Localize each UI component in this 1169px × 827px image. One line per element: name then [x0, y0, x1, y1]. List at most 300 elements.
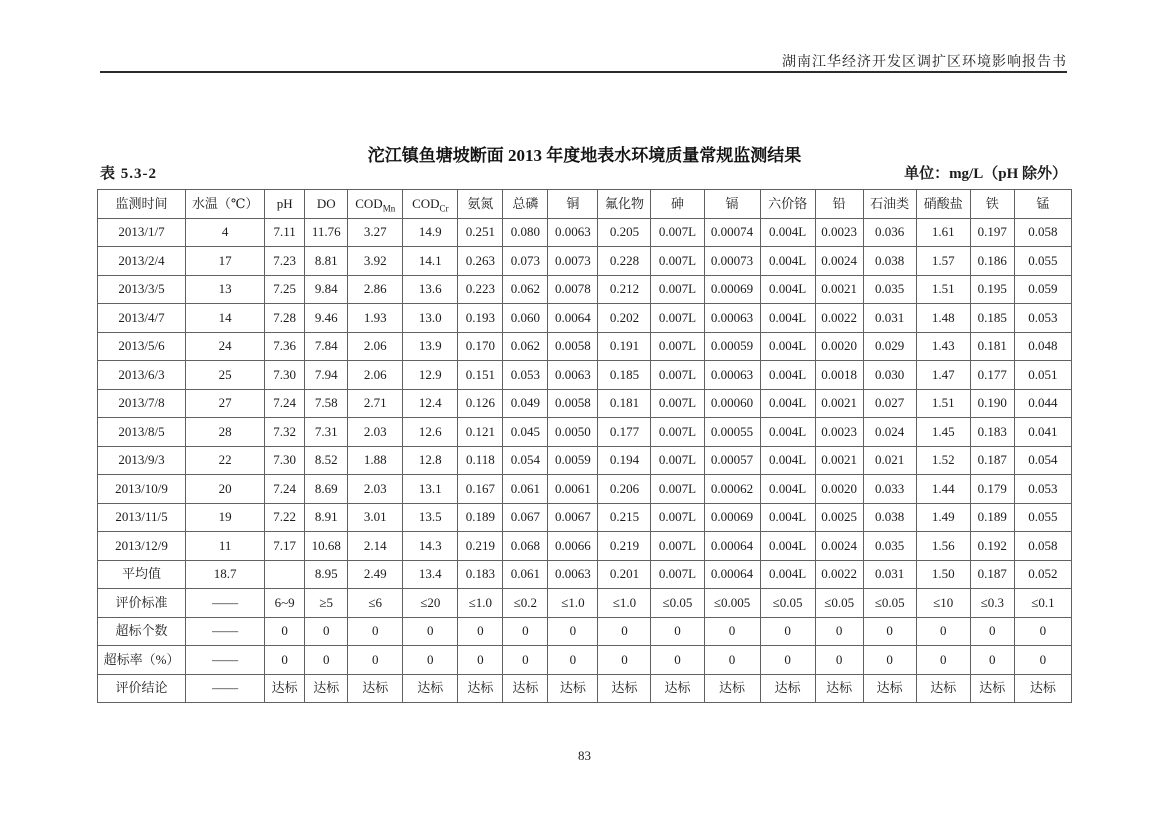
table-cell: 10.68 — [305, 532, 348, 561]
table-cell: 0.170 — [458, 332, 503, 361]
table-cell: 0.191 — [598, 332, 651, 361]
table-cell: 7.28 — [265, 304, 305, 333]
row-label: 2013/7/8 — [98, 389, 186, 418]
table-cell: 0 — [265, 617, 305, 646]
row-label: 2013/2/4 — [98, 247, 186, 276]
table-cell: 0.121 — [458, 418, 503, 447]
table-cell: 0.0066 — [548, 532, 598, 561]
table-cell: 25 — [186, 361, 265, 390]
column-header-17: 锰 — [1014, 190, 1071, 219]
table-row-0 — [98, 218, 1072, 247]
table-cell: 28 — [186, 418, 265, 447]
table-cell: 0.061 — [503, 560, 548, 589]
table-cell: 0.004L — [760, 389, 815, 418]
table-cell: 0.004L — [760, 446, 815, 475]
table-cell: 1.45 — [916, 418, 970, 447]
table-cell: 0.048 — [1014, 332, 1071, 361]
table-cell: 0 — [265, 646, 305, 675]
table-cell: 0.030 — [863, 361, 916, 390]
table-cell: 0 — [348, 617, 403, 646]
table-cell: 0.0061 — [548, 475, 598, 504]
table-cell: 7.84 — [305, 332, 348, 361]
table-cell: —— — [186, 589, 265, 618]
table-cell: 0 — [916, 646, 970, 675]
table-cell: 0.00055 — [704, 418, 760, 447]
table-row-15 — [98, 646, 1072, 675]
table-cell: 0.035 — [863, 275, 916, 304]
table-cell: 0 — [916, 617, 970, 646]
table-row-8 — [98, 446, 1072, 475]
table-cell: 0 — [548, 617, 598, 646]
table-cell: 达标 — [458, 674, 503, 703]
table-cell: 0.007L — [651, 304, 704, 333]
table-cell: 0.059 — [1014, 275, 1071, 304]
table-cell: 0.007L — [651, 275, 704, 304]
row-label: 超标个数 — [98, 617, 186, 646]
table-cell: 0 — [704, 646, 760, 675]
table-cell: 1.61 — [916, 218, 970, 247]
row-label: 2013/1/7 — [98, 218, 186, 247]
table-cell: 7.31 — [305, 418, 348, 447]
table-cell: 0.185 — [598, 361, 651, 390]
table-cell: 0.118 — [458, 446, 503, 475]
table-cell: ≤0.2 — [503, 589, 548, 618]
table-cell: 9.84 — [305, 275, 348, 304]
table-cell: 13.0 — [403, 304, 458, 333]
table-cell: 0.0078 — [548, 275, 598, 304]
table-row-3 — [98, 304, 1072, 333]
table-cell: 0.044 — [1014, 389, 1071, 418]
table-cell: 0.192 — [970, 532, 1014, 561]
table-cell: ≤1.0 — [548, 589, 598, 618]
row-label: 2013/11/5 — [98, 503, 186, 532]
table-cell: 0.0020 — [815, 475, 863, 504]
column-header-12: 六价铬 — [760, 190, 815, 219]
table-cell: 达标 — [305, 674, 348, 703]
table-cell: 0.0058 — [548, 332, 598, 361]
table-cell: 8.91 — [305, 503, 348, 532]
table-cell: 2.06 — [348, 361, 403, 390]
table-row-16 — [98, 674, 1072, 703]
table-cell: 6~9 — [265, 589, 305, 618]
table-cell: 0.007L — [651, 218, 704, 247]
table-cell: 0.038 — [863, 503, 916, 532]
table-cell: 0.00073 — [704, 247, 760, 276]
table-cell: 0 — [403, 646, 458, 675]
table-cell: 0.0023 — [815, 218, 863, 247]
table-cell: 0.251 — [458, 218, 503, 247]
table-cell: 0.151 — [458, 361, 503, 390]
table-cell: 0.0020 — [815, 332, 863, 361]
table-cell: 0.00059 — [704, 332, 760, 361]
table-cell: 0.0063 — [548, 560, 598, 589]
table-cell: 7.25 — [265, 275, 305, 304]
table-cell: 0 — [760, 617, 815, 646]
table-cell: 0.021 — [863, 446, 916, 475]
table-cell: 0.202 — [598, 304, 651, 333]
table-cell: 达标 — [916, 674, 970, 703]
table-cell: 0.167 — [458, 475, 503, 504]
table-cell: 0.0073 — [548, 247, 598, 276]
table-cell: 0.219 — [458, 532, 503, 561]
table-cell: 13 — [186, 275, 265, 304]
table-cell: 0 — [1014, 646, 1071, 675]
table-cell: 3.92 — [348, 247, 403, 276]
table-cell: 0.185 — [970, 304, 1014, 333]
table-cell: 0.0025 — [815, 503, 863, 532]
table-cell: 4 — [186, 218, 265, 247]
column-header-4: $COD_{Mn}$ — [348, 190, 403, 219]
table-cell: 0.036 — [863, 218, 916, 247]
table-cell: 1.47 — [916, 361, 970, 390]
table-cell: 8.52 — [305, 446, 348, 475]
table-cell: 0.179 — [970, 475, 1014, 504]
table-cell: 0.062 — [503, 275, 548, 304]
table-cell: 0.053 — [1014, 475, 1071, 504]
row-label: 2013/6/3 — [98, 361, 186, 390]
table-cell: 22 — [186, 446, 265, 475]
unit-label: 单位：mg/L（pH 除外） — [904, 166, 1067, 182]
table-row-6 — [98, 389, 1072, 418]
table-cell: ≤0.1 — [1014, 589, 1071, 618]
table-cell: ≤1.0 — [458, 589, 503, 618]
table-cell: 0 — [863, 646, 916, 675]
table-cell: 0 — [598, 646, 651, 675]
table-cell: 14 — [186, 304, 265, 333]
table-cell: 0.00064 — [704, 560, 760, 589]
table-cell: 0 — [305, 646, 348, 675]
table-cell: 1.93 — [348, 304, 403, 333]
table-cell: 7.24 — [265, 475, 305, 504]
table-cell: ≤0.05 — [651, 589, 704, 618]
table-cell: 3.01 — [348, 503, 403, 532]
table-cell: 0.00063 — [704, 304, 760, 333]
table-cell: 7.24 — [265, 389, 305, 418]
page-number: 83 — [578, 748, 591, 763]
table-cell: 0.187 — [970, 560, 1014, 589]
table-cell: 0.007L — [651, 247, 704, 276]
table-cell: 0.212 — [598, 275, 651, 304]
table-cell: 0 — [348, 646, 403, 675]
table-cell: 0.126 — [458, 389, 503, 418]
table-cell: 0.004L — [760, 304, 815, 333]
table-cell: 达标 — [970, 674, 1014, 703]
table-cell: 8.95 — [305, 560, 348, 589]
row-label: 2013/10/9 — [98, 475, 186, 504]
table-cell: 3.27 — [348, 218, 403, 247]
row-label: 2013/4/7 — [98, 304, 186, 333]
table-header — [98, 190, 1072, 219]
table-cell: 1.57 — [916, 247, 970, 276]
table-number-label: 表 5.3-2 — [100, 166, 157, 182]
table-cell: 1.49 — [916, 503, 970, 532]
table-cell: 13.4 — [403, 560, 458, 589]
table-cell: 0.068 — [503, 532, 548, 561]
table-row-1 — [98, 247, 1072, 276]
table-cell: 0 — [403, 617, 458, 646]
table-cell: 1.44 — [916, 475, 970, 504]
table-cell: 达标 — [651, 674, 704, 703]
table-cell: 0.219 — [598, 532, 651, 561]
table-cell: 0 — [970, 617, 1014, 646]
table-cell: 2.03 — [348, 475, 403, 504]
table-cell: 0.058 — [1014, 218, 1071, 247]
table-cell: 0.195 — [970, 275, 1014, 304]
row-label: 2013/12/9 — [98, 532, 186, 561]
table-cell: 1.43 — [916, 332, 970, 361]
table-cell: 0.177 — [598, 418, 651, 447]
table-cell: 0.080 — [503, 218, 548, 247]
row-label: 2013/9/3 — [98, 446, 186, 475]
column-header-3: DO — [305, 190, 348, 219]
table-cell: 0.007L — [651, 532, 704, 561]
table-cell: 27 — [186, 389, 265, 418]
table-row-5 — [98, 361, 1072, 390]
column-header-16: 铁 — [970, 190, 1014, 219]
table-cell: 0.183 — [458, 560, 503, 589]
table-cell: 0 — [760, 646, 815, 675]
table-cell: 8.69 — [305, 475, 348, 504]
table-cell: 14.3 — [403, 532, 458, 561]
table-cell: 1.50 — [916, 560, 970, 589]
table-cell: 0.0021 — [815, 389, 863, 418]
table-cell: 0.004L — [760, 332, 815, 361]
row-label: 2013/5/6 — [98, 332, 186, 361]
table-cell: 0.193 — [458, 304, 503, 333]
table-cell: 0.206 — [598, 475, 651, 504]
table-cell: 0.060 — [503, 304, 548, 333]
table-cell: 0.052 — [1014, 560, 1071, 589]
table-cell: 达标 — [760, 674, 815, 703]
table-cell: 0.007L — [651, 475, 704, 504]
table-cell: 12.8 — [403, 446, 458, 475]
table-cell: 11.76 — [305, 218, 348, 247]
row-label: 超标率（%） — [98, 646, 186, 675]
table-cell: 0.0058 — [548, 389, 598, 418]
column-header-7: 总磷 — [503, 190, 548, 219]
table-cell: 0.00060 — [704, 389, 760, 418]
table-row-12 — [98, 560, 1072, 589]
table-cell: 0.027 — [863, 389, 916, 418]
row-label: 2013/3/5 — [98, 275, 186, 304]
table-cell: 达标 — [403, 674, 458, 703]
column-header-6: 氨氮 — [458, 190, 503, 219]
table-cell: 0 — [651, 646, 704, 675]
row-label: 2013/8/5 — [98, 418, 186, 447]
table-cell: 20 — [186, 475, 265, 504]
table-row-9 — [98, 475, 1072, 504]
row-label: 平均值 — [98, 560, 186, 589]
table-meta-row — [100, 162, 1067, 183]
table-cell: 0.004L — [760, 275, 815, 304]
table-cell: 0.029 — [863, 332, 916, 361]
table-cell: 0 — [704, 617, 760, 646]
table-cell: ≥5 — [305, 589, 348, 618]
table-cell: 达标 — [348, 674, 403, 703]
table-cell: 0.007L — [651, 503, 704, 532]
table-cell: 0.0024 — [815, 532, 863, 561]
table-cell — [265, 560, 305, 589]
table-cell: 0 — [815, 646, 863, 675]
table-cell: ≤0.05 — [815, 589, 863, 618]
table-cell: 0 — [598, 617, 651, 646]
table-cell: 1.52 — [916, 446, 970, 475]
table-cell: 0.0064 — [548, 304, 598, 333]
table-cell: 0.031 — [863, 560, 916, 589]
table-cell: 0 — [815, 617, 863, 646]
table-cell: —— — [186, 617, 265, 646]
table-cell: 7.11 — [265, 218, 305, 247]
table-cell: 0.263 — [458, 247, 503, 276]
table-cell: 0 — [503, 646, 548, 675]
table-cell: 0.007L — [651, 560, 704, 589]
table-cell: 2.86 — [348, 275, 403, 304]
table-cell: 0.035 — [863, 532, 916, 561]
table-cell: 0.0021 — [815, 275, 863, 304]
table-cell: 0.0063 — [548, 361, 598, 390]
table-cell: ≤0.005 — [704, 589, 760, 618]
table-cell: 0 — [548, 646, 598, 675]
table-cell: 0.004L — [760, 532, 815, 561]
table-cell: 0.031 — [863, 304, 916, 333]
table-cell: 0.004L — [760, 475, 815, 504]
header-row — [98, 190, 1072, 219]
table-cell: 1.88 — [348, 446, 403, 475]
table-row-14 — [98, 617, 1072, 646]
table-cell: 达标 — [1014, 674, 1071, 703]
table-cell: 0.0018 — [815, 361, 863, 390]
table-cell: 0.038 — [863, 247, 916, 276]
table-cell: 17 — [186, 247, 265, 276]
table-cell: 达标 — [863, 674, 916, 703]
table-cell: 0.0023 — [815, 418, 863, 447]
table-cell: 0.045 — [503, 418, 548, 447]
table-cell: 0 — [1014, 617, 1071, 646]
table-cell: 0 — [651, 617, 704, 646]
table-cell: 0.190 — [970, 389, 1014, 418]
table-cell: 0.00074 — [704, 218, 760, 247]
table-row-10 — [98, 503, 1072, 532]
column-header-10: 砷 — [651, 190, 704, 219]
table-cell: 0.062 — [503, 332, 548, 361]
table-cell: 7.30 — [265, 361, 305, 390]
table-cell: 13.5 — [403, 503, 458, 532]
table-row-11 — [98, 532, 1072, 561]
table-cell: 0.004L — [760, 361, 815, 390]
table-cell: 0.007L — [651, 361, 704, 390]
table-cell: 0.215 — [598, 503, 651, 532]
table-cell: 0.0021 — [815, 446, 863, 475]
table-cell: 0.0022 — [815, 304, 863, 333]
table-cell: 0.187 — [970, 446, 1014, 475]
table-cell: 0.205 — [598, 218, 651, 247]
table-cell: 13.9 — [403, 332, 458, 361]
table-cell: 0.00062 — [704, 475, 760, 504]
table-cell: 0.054 — [1014, 446, 1071, 475]
table-cell: 2.71 — [348, 389, 403, 418]
table-cell: 13.1 — [403, 475, 458, 504]
table-cell: 0.0059 — [548, 446, 598, 475]
table-cell: 0 — [458, 646, 503, 675]
column-header-2: pH — [265, 190, 305, 219]
table-cell: 0.004L — [760, 560, 815, 589]
table-cell: 0.049 — [503, 389, 548, 418]
table-cell: 0.0050 — [548, 418, 598, 447]
table-row-13 — [98, 589, 1072, 618]
table-cell: 7.58 — [305, 389, 348, 418]
table-cell: ≤1.0 — [598, 589, 651, 618]
table-cell: 0.00069 — [704, 503, 760, 532]
table-cell: 达标 — [598, 674, 651, 703]
table-cell: 0.00063 — [704, 361, 760, 390]
table-cell: 0.055 — [1014, 503, 1071, 532]
row-label: 评价标准 — [98, 589, 186, 618]
table-cell: 7.32 — [265, 418, 305, 447]
table-cell: 14.9 — [403, 218, 458, 247]
table-cell: 0.004L — [760, 218, 815, 247]
table-cell: ≤0.05 — [760, 589, 815, 618]
table-cell: 0.0067 — [548, 503, 598, 532]
table-cell: 0.007L — [651, 446, 704, 475]
table-cell: 0 — [305, 617, 348, 646]
table-cell: 0.181 — [598, 389, 651, 418]
column-header-9: 氟化物 — [598, 190, 651, 219]
table-cell: 18.7 — [186, 560, 265, 589]
table-cell: ≤0.05 — [863, 589, 916, 618]
table-cell: —— — [186, 674, 265, 703]
table-cell: 1.51 — [916, 389, 970, 418]
column-header-5: $COD_{Cr}$ — [403, 190, 458, 219]
table-cell: ≤6 — [348, 589, 403, 618]
table-cell: 0.194 — [598, 446, 651, 475]
table-cell: ≤0.3 — [970, 589, 1014, 618]
row-label: 评价结论 — [98, 674, 186, 703]
table-cell: 0.0063 — [548, 218, 598, 247]
table-cell: 0.0024 — [815, 247, 863, 276]
table-cell: 2.03 — [348, 418, 403, 447]
table-row-4 — [98, 332, 1072, 361]
table-cell: 0.007L — [651, 389, 704, 418]
column-header-15: 硝酸盐 — [916, 190, 970, 219]
table-cell: 0.073 — [503, 247, 548, 276]
column-header-1: 水温（℃） — [186, 190, 265, 219]
running-header: 湖南江华经济开发区调扩区环境影响报告书 — [782, 55, 1067, 70]
monitoring-results-table — [97, 189, 1072, 703]
table-cell: 7.17 — [265, 532, 305, 561]
table-cell: 7.36 — [265, 332, 305, 361]
table-cell: 0 — [503, 617, 548, 646]
table-cell: 1.51 — [916, 275, 970, 304]
table-cell: 0.197 — [970, 218, 1014, 247]
page-title: 沱江镇鱼塘坡断面 2013 年度地表水环境质量常规监测结果 — [367, 146, 802, 165]
table-row-7 — [98, 418, 1072, 447]
table-cell: 0.223 — [458, 275, 503, 304]
table-cell: 2.14 — [348, 532, 403, 561]
column-header-0: 监测时间 — [98, 190, 186, 219]
table-cell: 0.055 — [1014, 247, 1071, 276]
table-cell: —— — [186, 646, 265, 675]
table-cell: 1.56 — [916, 532, 970, 561]
column-header-11: 镉 — [704, 190, 760, 219]
column-header-13: 铅 — [815, 190, 863, 219]
table-cell: 达标 — [548, 674, 598, 703]
column-header-8: 铜 — [548, 190, 598, 219]
table-cell: 0.051 — [1014, 361, 1071, 390]
table-cell: ≤10 — [916, 589, 970, 618]
table-cell: 0.181 — [970, 332, 1014, 361]
table-cell: 7.30 — [265, 446, 305, 475]
table-cell: 1.48 — [916, 304, 970, 333]
